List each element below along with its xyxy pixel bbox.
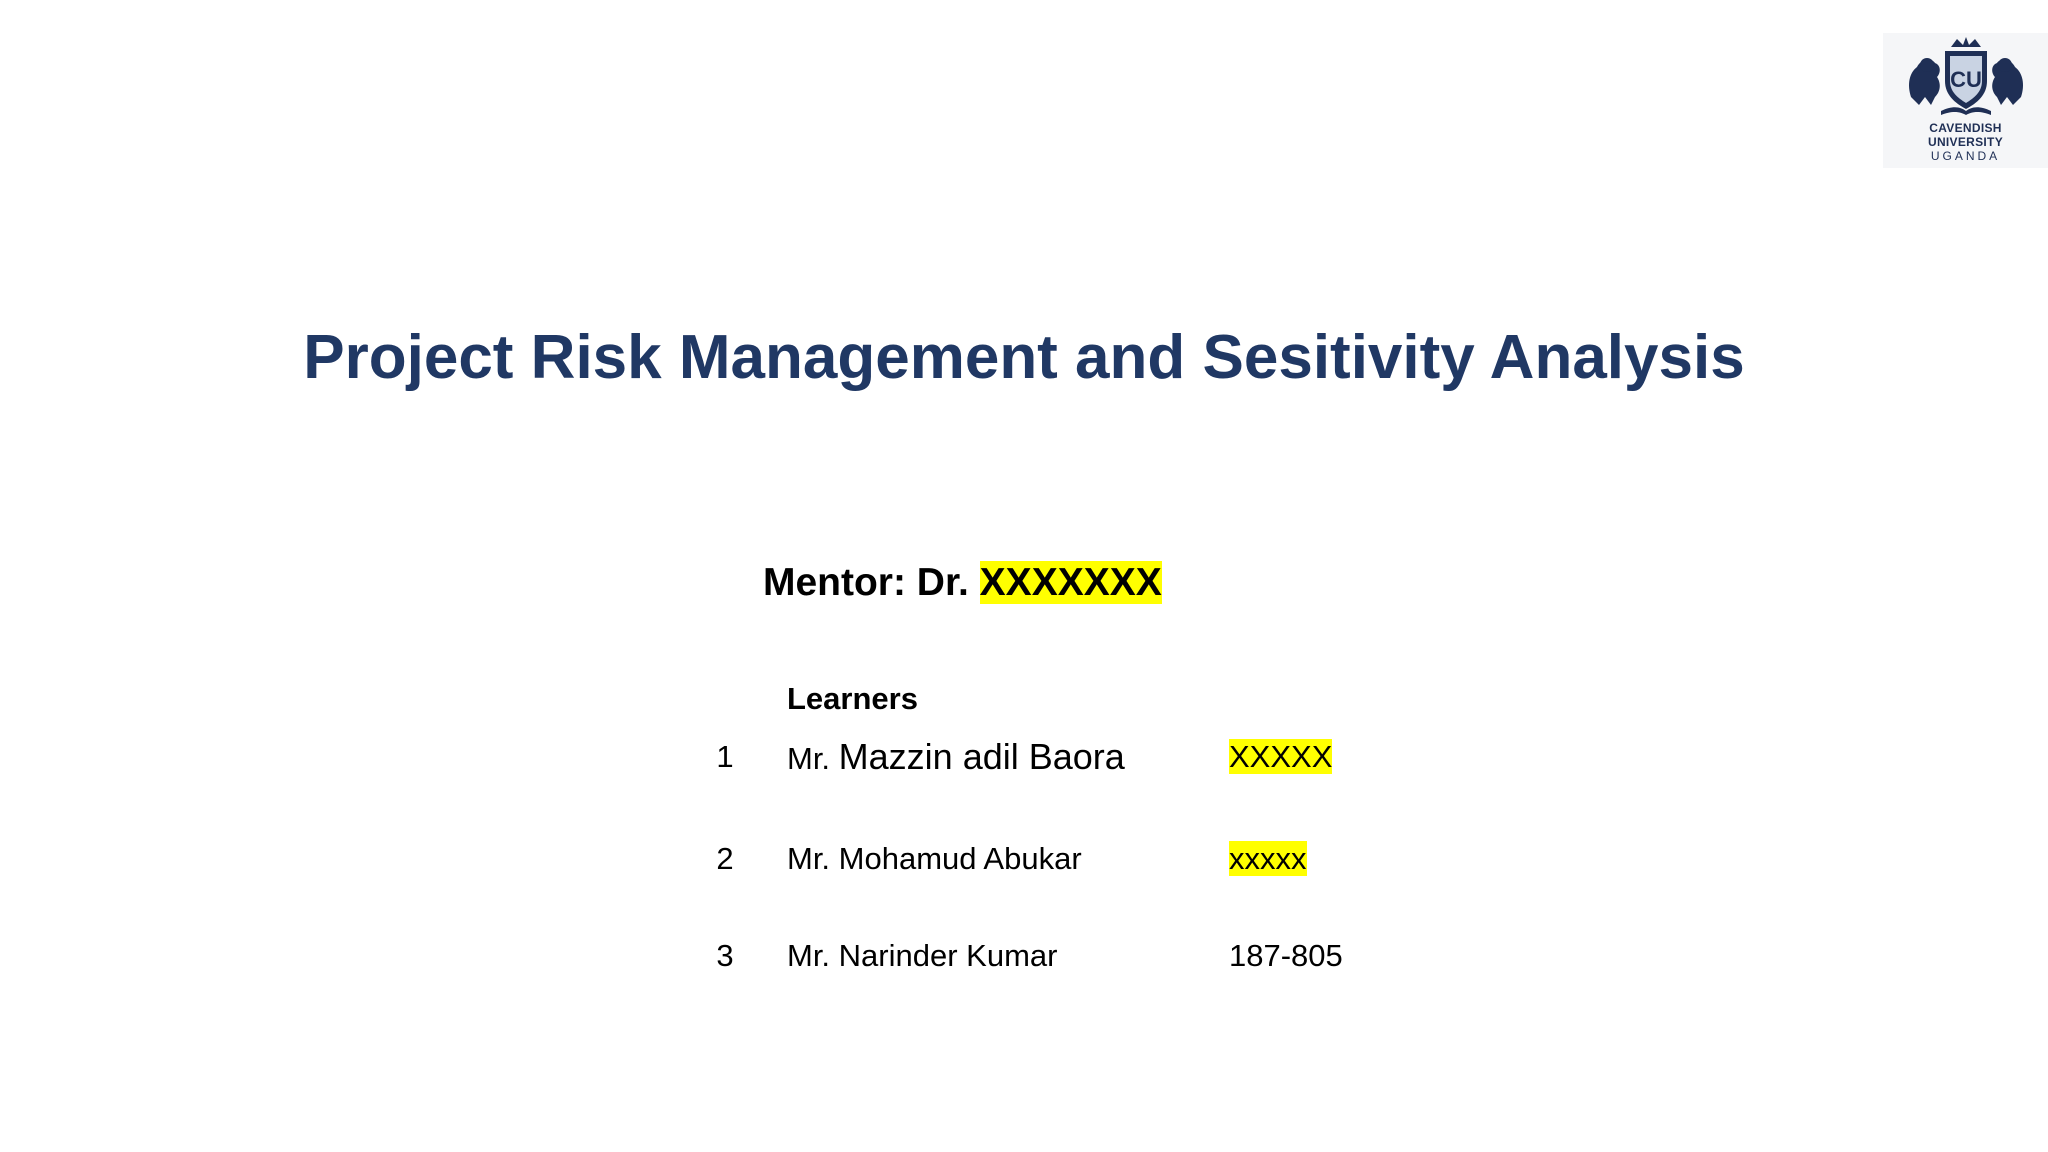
- logo-text-line3: UGANDA: [1930, 149, 2001, 163]
- learner-name-text: Mazzin adil Baora: [838, 736, 1125, 777]
- university-logo: [1883, 33, 2048, 168]
- learner-name: [787, 738, 1125, 778]
- learner-number: 3: [716, 938, 734, 973]
- learner-id-text: XXXXX: [1229, 739, 1333, 774]
- learner-name-text: Narinder Kumar: [838, 938, 1058, 973]
- learner-number: 1: [716, 739, 734, 774]
- learner-title: Mr.: [787, 741, 839, 776]
- crest-icon: [1901, 35, 2031, 121]
- learner-id: [1229, 738, 1332, 776]
- learner-id-text: 187-805: [1229, 938, 1343, 973]
- mentor-line: [763, 558, 1162, 608]
- svg-text:CU: CU: [1950, 67, 1982, 92]
- learner-number: 2: [716, 841, 734, 876]
- learner-id-text: xxxxx: [1229, 841, 1307, 876]
- mentor-name: XXXXXXX: [979, 561, 1162, 604]
- slide-title: Project Risk Management and Sesitivity Analysis: [303, 323, 1745, 392]
- learners-header: Learners: [787, 681, 918, 716]
- learner-name-text: Mohamud Abukar: [838, 841, 1082, 876]
- learner-name: [787, 937, 1057, 975]
- learner-title: Mr.: [787, 938, 839, 973]
- learner-id: [1229, 840, 1307, 878]
- mentor-label: Mentor: Dr.: [763, 561, 980, 604]
- learner-title: Mr.: [787, 841, 839, 876]
- logo-text-line1: CAVENDISH: [1929, 121, 2002, 135]
- logo-text-line2: UNIVERSITY: [1927, 135, 2003, 149]
- learner-id: [1229, 937, 1343, 975]
- learner-name: [787, 840, 1082, 878]
